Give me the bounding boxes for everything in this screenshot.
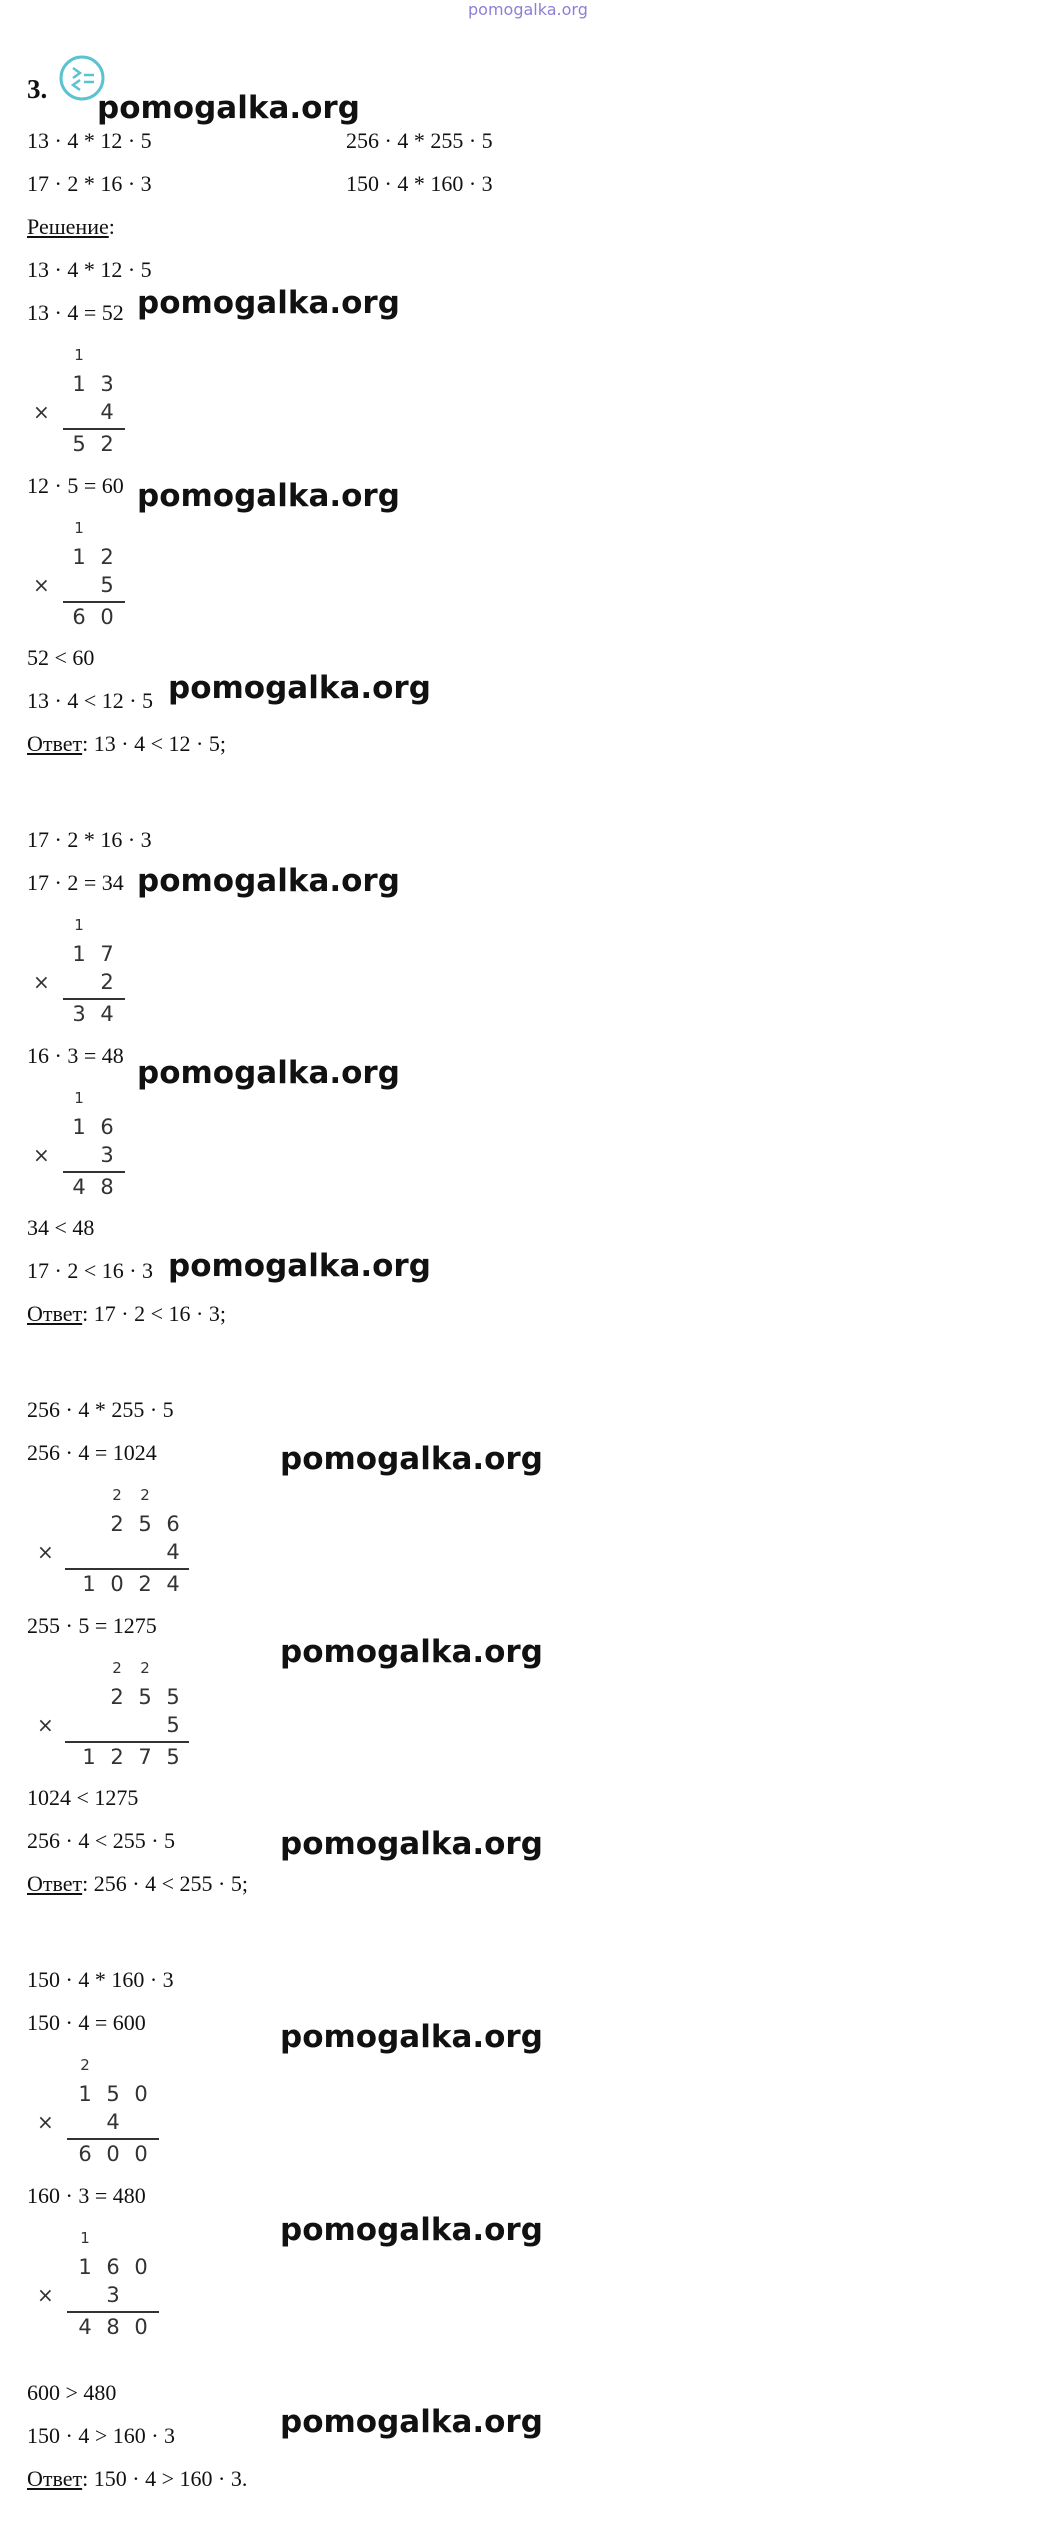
carry-digit: 1 xyxy=(74,916,84,934)
digit: 1 xyxy=(82,1745,96,1769)
carry-digit: 2 xyxy=(112,1486,122,1504)
answer-text: 13 · 4 < 12 · 5; xyxy=(93,731,226,756)
digit: 6 xyxy=(100,1115,114,1139)
digit: 1 xyxy=(82,1572,96,1596)
task-number: 3. xyxy=(27,74,48,104)
digit: 5 xyxy=(100,573,114,597)
carry-digit: 1 xyxy=(74,1089,84,1107)
digit: 4 xyxy=(106,2110,120,2134)
digit: 6 xyxy=(78,2142,92,2166)
part4-conclusion: 150 · 4 > 160 · 3 xyxy=(27,2423,176,2448)
part4-column-multiplication-2 xyxy=(27,2223,167,2343)
multiply-sign: × xyxy=(33,573,50,597)
digit: 0 xyxy=(100,605,114,629)
digit: 6 xyxy=(106,2255,120,2279)
digit: 0 xyxy=(134,2142,148,2166)
part1-column-multiplication-2 xyxy=(27,513,137,633)
digit: 5 xyxy=(106,2082,120,2106)
part1-calc2: 12 · 5 = 60 xyxy=(27,473,124,498)
digit: 0 xyxy=(106,2142,120,2166)
digit: 2 xyxy=(110,1745,124,1769)
part2-calc1: 17 · 2 = 34 xyxy=(27,870,124,895)
part3-expression: 256 · 4 * 255 · 5 xyxy=(27,1397,174,1422)
part2-column-multiplication-2 xyxy=(27,1083,137,1203)
top-site-watermark: pomogalka.org xyxy=(468,0,588,19)
part2-expression: 17 · 2 * 16 · 3 xyxy=(27,827,152,852)
carry-digit: 1 xyxy=(80,2229,90,2247)
watermark: pomogalka.org xyxy=(168,670,431,706)
multiply-sign: × xyxy=(33,400,50,424)
part4-column-multiplication-1 xyxy=(27,2050,167,2170)
watermark: pomogalka.org xyxy=(280,1634,543,1670)
part1-column-multiplication-1 xyxy=(27,340,137,460)
task-expr-1: 13 · 4 * 12 · 5 xyxy=(27,128,152,153)
watermark: pomogalka.org xyxy=(280,2404,543,2440)
watermark: pomogalka.org xyxy=(137,863,400,899)
solution-heading: Решение: xyxy=(27,214,115,239)
part4-calc2: 160 · 3 = 480 xyxy=(27,2183,146,2208)
part2-calc2: 16 · 3 = 48 xyxy=(27,1043,124,1068)
digit: 2 xyxy=(100,545,114,569)
digit: 4 xyxy=(100,400,114,424)
carry-digit: 2 xyxy=(112,1659,122,1677)
digit: 0 xyxy=(134,2082,148,2106)
digit: 4 xyxy=(78,2315,92,2339)
digit: 1 xyxy=(72,545,86,569)
part1-compare: 52 < 60 xyxy=(27,645,95,670)
part2-compare: 34 < 48 xyxy=(27,1215,95,1240)
answer-label: Ответ xyxy=(27,2466,83,2491)
multiply-sign: × xyxy=(37,1713,54,1737)
digit: 1 xyxy=(72,942,86,966)
digit: 1 xyxy=(78,2255,92,2279)
part3-column-multiplication-2 xyxy=(27,1653,197,1773)
digit: 3 xyxy=(100,372,114,396)
digit: 4 xyxy=(166,1572,180,1596)
carry-digit: 1 xyxy=(74,519,84,537)
digit: 4 xyxy=(166,1540,180,1564)
part3-compare: 1024 < 1275 xyxy=(27,1785,139,1810)
digit: 2 xyxy=(110,1685,124,1709)
answer-text: 256 · 4 < 255 · 5; xyxy=(93,1871,248,1896)
digit: 5 xyxy=(72,432,86,456)
digit: 5 xyxy=(138,1512,152,1536)
part2-conclusion: 17 · 2 < 16 · 3 xyxy=(27,1258,154,1283)
digit: 0 xyxy=(134,2315,148,2339)
task-expr-3: 17 · 2 * 16 · 3 xyxy=(27,171,152,196)
task-expr-4: 150 · 4 * 160 · 3 xyxy=(346,171,493,196)
watermark: pomogalka.org xyxy=(137,478,400,514)
digit: 7 xyxy=(100,942,114,966)
solution-label: Решение xyxy=(27,214,109,239)
watermark: pomogalka.org xyxy=(280,1826,543,1862)
answer-label: Ответ xyxy=(27,731,83,756)
digit: 3 xyxy=(72,1002,86,1026)
part3-column-multiplication-1 xyxy=(27,1480,197,1600)
part4-compare: 600 > 480 xyxy=(27,2380,117,2405)
digit: 5 xyxy=(166,1745,180,1769)
digit: 5 xyxy=(166,1685,180,1709)
digit: 1 xyxy=(78,2082,92,2106)
part4-expression: 150 · 4 * 160 · 3 xyxy=(27,1967,174,1992)
multiply-sign: × xyxy=(37,2283,54,2307)
watermark: pomogalka.org xyxy=(137,285,400,321)
digit: 4 xyxy=(72,1175,86,1199)
multiply-sign: × xyxy=(37,2110,54,2134)
watermark: pomogalka.org xyxy=(280,2212,543,2248)
digit: 3 xyxy=(100,1143,114,1167)
watermark: pomogalka.org xyxy=(168,1248,431,1284)
watermark: pomogalka.org xyxy=(280,1441,543,1477)
multiply-sign: × xyxy=(37,1540,54,1564)
part4-calc1: 150 · 4 = 600 xyxy=(27,2010,146,2035)
part1-answer: Ответ: 13 · 4 < 12 · 5; xyxy=(27,731,226,756)
multiply-sign: × xyxy=(33,1143,50,1167)
carry-digit: 2 xyxy=(80,2056,90,2074)
multiply-sign: × xyxy=(33,970,50,994)
watermark: pomogalka.org xyxy=(280,2019,543,2055)
answer-label: Ответ xyxy=(27,1301,83,1326)
digit: 5 xyxy=(138,1685,152,1709)
digit: 2 xyxy=(110,1512,124,1536)
digit: 3 xyxy=(106,2283,120,2307)
part2-answer: Ответ: 17 · 2 < 16 · 3; xyxy=(27,1301,226,1326)
part3-conclusion: 256 · 4 < 255 · 5 xyxy=(27,1828,176,1853)
digit: 7 xyxy=(138,1745,152,1769)
digit: 0 xyxy=(134,2255,148,2279)
part3-calc1: 256 · 4 = 1024 xyxy=(27,1440,157,1465)
digit: 4 xyxy=(100,1002,114,1026)
task-expr-2: 256 · 4 * 255 · 5 xyxy=(346,128,493,153)
digit: 8 xyxy=(100,1175,114,1199)
digit: 2 xyxy=(100,970,114,994)
part1-calc1: 13 · 4 = 52 xyxy=(27,300,124,325)
digit: 1 xyxy=(72,372,86,396)
part1-expression: 13 · 4 * 12 · 5 xyxy=(27,257,152,282)
digit: 8 xyxy=(106,2315,120,2339)
digit: 6 xyxy=(72,605,86,629)
digit: 1 xyxy=(72,1115,86,1139)
digit: 2 xyxy=(138,1572,152,1596)
answer-text: 17 · 2 < 16 · 3; xyxy=(93,1301,226,1326)
part3-calc2: 255 · 5 = 1275 xyxy=(27,1613,157,1638)
answer-label: Ответ xyxy=(27,1871,83,1896)
watermark: pomogalka.org xyxy=(137,1055,400,1091)
carry-digit: 2 xyxy=(140,1486,150,1504)
carry-digit: 2 xyxy=(140,1659,150,1677)
part2-column-multiplication-1 xyxy=(27,910,137,1030)
watermark: pomogalka.org xyxy=(97,90,360,126)
digit: 6 xyxy=(166,1512,180,1536)
carry-digit: 1 xyxy=(74,346,84,364)
answer-text: 150 · 4 > 160 · 3. xyxy=(93,2466,248,2491)
part3-answer: Ответ: 256 · 4 < 255 · 5; xyxy=(27,1871,248,1896)
part4-answer: Ответ: 150 · 4 > 160 · 3. xyxy=(27,2466,248,2491)
digit: 0 xyxy=(110,1572,124,1596)
digit: 5 xyxy=(166,1713,180,1737)
digit: 2 xyxy=(100,432,114,456)
part1-conclusion: 13 · 4 < 12 · 5 xyxy=(27,688,154,713)
